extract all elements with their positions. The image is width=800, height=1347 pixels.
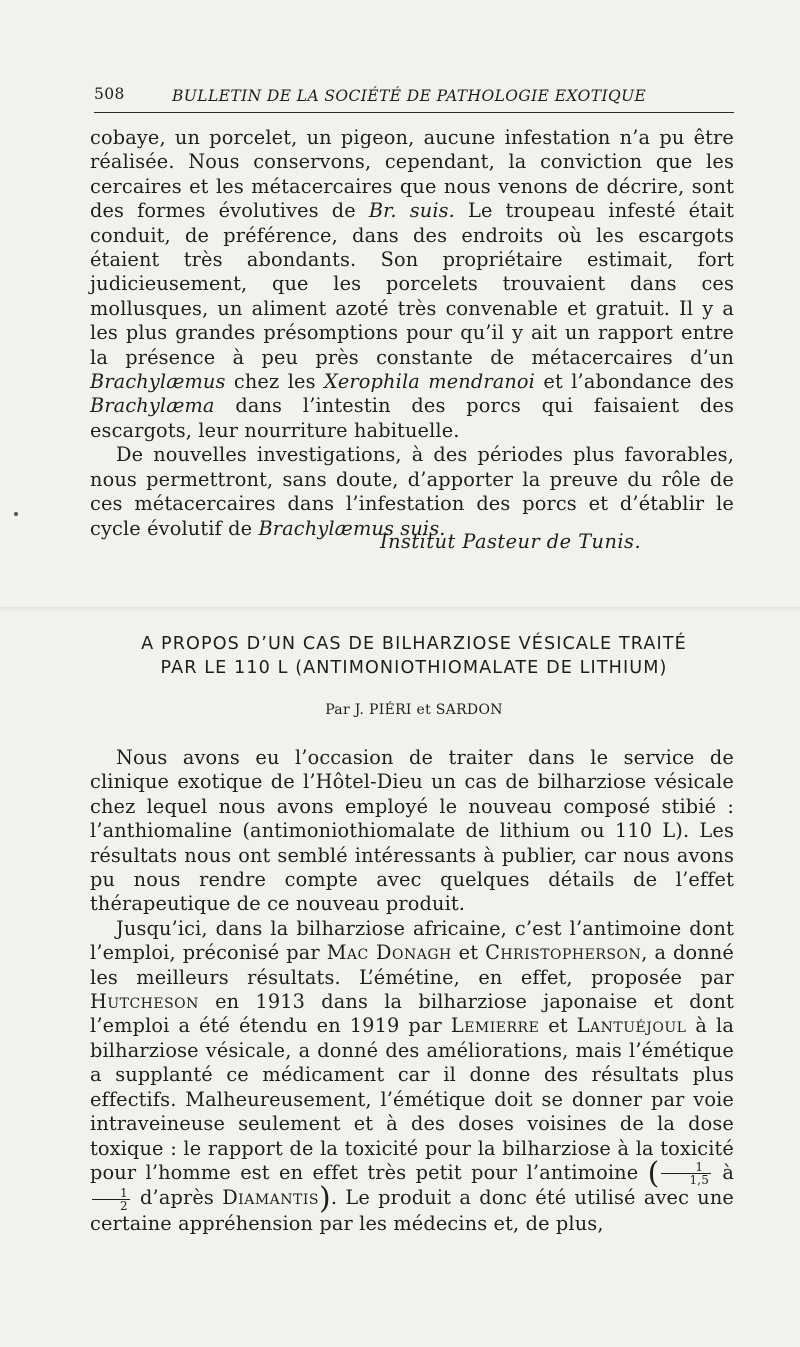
text-run: à: [713, 1160, 734, 1184]
author-name: Mac Donagh: [326, 941, 452, 965]
text-run: cobaye, un porcelet, un pigeon, aucune infestation n’a pu être réalisée. Nous conservons, cependant, la conviction que les cercaires et les métacercaires que nous venons de décrire, sont des formes évolutives de: [90, 126, 734, 223]
title-line: A PROPOS D’UN CAS DE BILHARZIOSE VÉSICALE TRAITÉ: [141, 634, 687, 654]
running-title: BULLETIN DE LA SOCIÉTÉ DE PATHOLOGIE EXOTIQUE: [172, 87, 647, 105]
paragraph: [90, 443, 734, 541]
text-run: et: [451, 941, 486, 965]
institution-signature: Institut Pasteur de Tunis.: [380, 530, 642, 553]
text-run: De nouvelles investigations, à des périodes plus favorables, nous permettront, sans doute, d’apporter la preuve du rôle de ces métacercaires dans l’infestation des porcs et d’établir le cycle évolutif de: [90, 443, 734, 540]
text-run: Le troupeau infesté était conduit, de préférence, dans des endroits où les escargots étaient très abondants. Son propriétaire estimait, fort judicieusement, que les porcelets trouvaient dans ces mollusques, un aliment azoté très convenable et gratuit. Il y a les plus grandes présomptions pour qu’il y ait un rapport entre la présence à peu près constante de métacercaires d’un: [90, 199, 735, 369]
text-run: Jusqu’ici, dans la bilharziose africaine, c’est l’antimoine dont l’emploi, préconisé par: [90, 916, 734, 965]
species-name: Brachylæma: [90, 394, 215, 418]
text-run: à la bilharziose vésicale, a donné des améliorations, mais l’émétique a supplanté ce médicament car il donne des résultats plus effectifs. Malheureusement, l’émétique doit se donner par voie intraveineuse seulement et à des doses voisines de la dose toxique : le rapport de la toxicité pour la bilharziose à la toxicité pour l’homme est en effet très petit pour l’antimoine: [90, 1014, 734, 1184]
text-run: d’après: [131, 1186, 223, 1210]
fraction: [661, 1161, 711, 1186]
text-run: et l’abondance des: [535, 370, 734, 394]
fraction-denominator: 2: [120, 1198, 128, 1213]
text-run: et: [539, 1014, 577, 1038]
margin-mark: [14, 512, 18, 516]
page-header: [94, 82, 734, 112]
paragraph: [90, 917, 734, 1236]
article-body: [90, 746, 734, 1236]
text-run: , a donné les meilleurs résultats. L’émétine, en effet, proposée par: [90, 941, 734, 989]
text-run: en 1913 dans la bilharziose japonaise et dont l’emploi a été étendu en 1919 par: [90, 990, 734, 1038]
text-run: dans l’intestin des porcs qui faisaient des escargots, leur nourriture habituelle.: [90, 394, 734, 442]
species-name: Br. suis.: [368, 199, 455, 223]
bracket: ): [318, 1181, 331, 1217]
header-rule: [94, 112, 734, 113]
species-name: Brachylæmus: [90, 370, 226, 394]
page-number: 508: [94, 85, 125, 103]
author-name: Lemierre: [450, 1014, 540, 1038]
fraction-numerator: 1: [661, 1161, 711, 1174]
author-name: Diamantis: [222, 1186, 319, 1210]
author-name: Hutcheson: [90, 990, 199, 1014]
article-authors: Par J. PIÉRI et SARDON: [325, 702, 503, 718]
article-title: [94, 632, 734, 680]
text-run: chez les: [225, 370, 324, 394]
previous-article-text: [90, 126, 734, 541]
page-crease: [0, 607, 800, 611]
title-line: PAR LE 110 L (ANTIMONIOTHIOMALATE DE LITHIUM): [160, 658, 668, 678]
fraction-denominator: 1,5: [689, 1173, 710, 1188]
paragraph: Nous avons eu l’occasion de traiter dans le service de clinique exotique de l’Hôtel-Dieu un cas de bilharziose vésicale chez lequel nous avons employé le nouveau composé stibié : l’anthiomaline (antimoniothiomalate de lithium ou 110 L). Les résultats nous ont semblé intéressants à publier, car nous avons pu nous rendre compte avec quelques détails de l’effet thérapeutique de ce nouveau produit.: [90, 746, 734, 916]
fraction-numerator: 1: [92, 1187, 130, 1200]
author-name: Christopherson: [485, 941, 642, 965]
bracket: (: [647, 1155, 660, 1191]
author-name: Lantuéjoul: [576, 1014, 687, 1038]
species-name: Brachylæmus suis.: [258, 516, 446, 540]
fraction: [92, 1187, 130, 1212]
paragraph: [90, 126, 734, 443]
text-run: . Le produit a donc été utilisé avec une certaine appréhension par les médecins et, de plus,: [90, 1186, 734, 1235]
species-name: Xerophila mendranoi: [324, 370, 535, 394]
